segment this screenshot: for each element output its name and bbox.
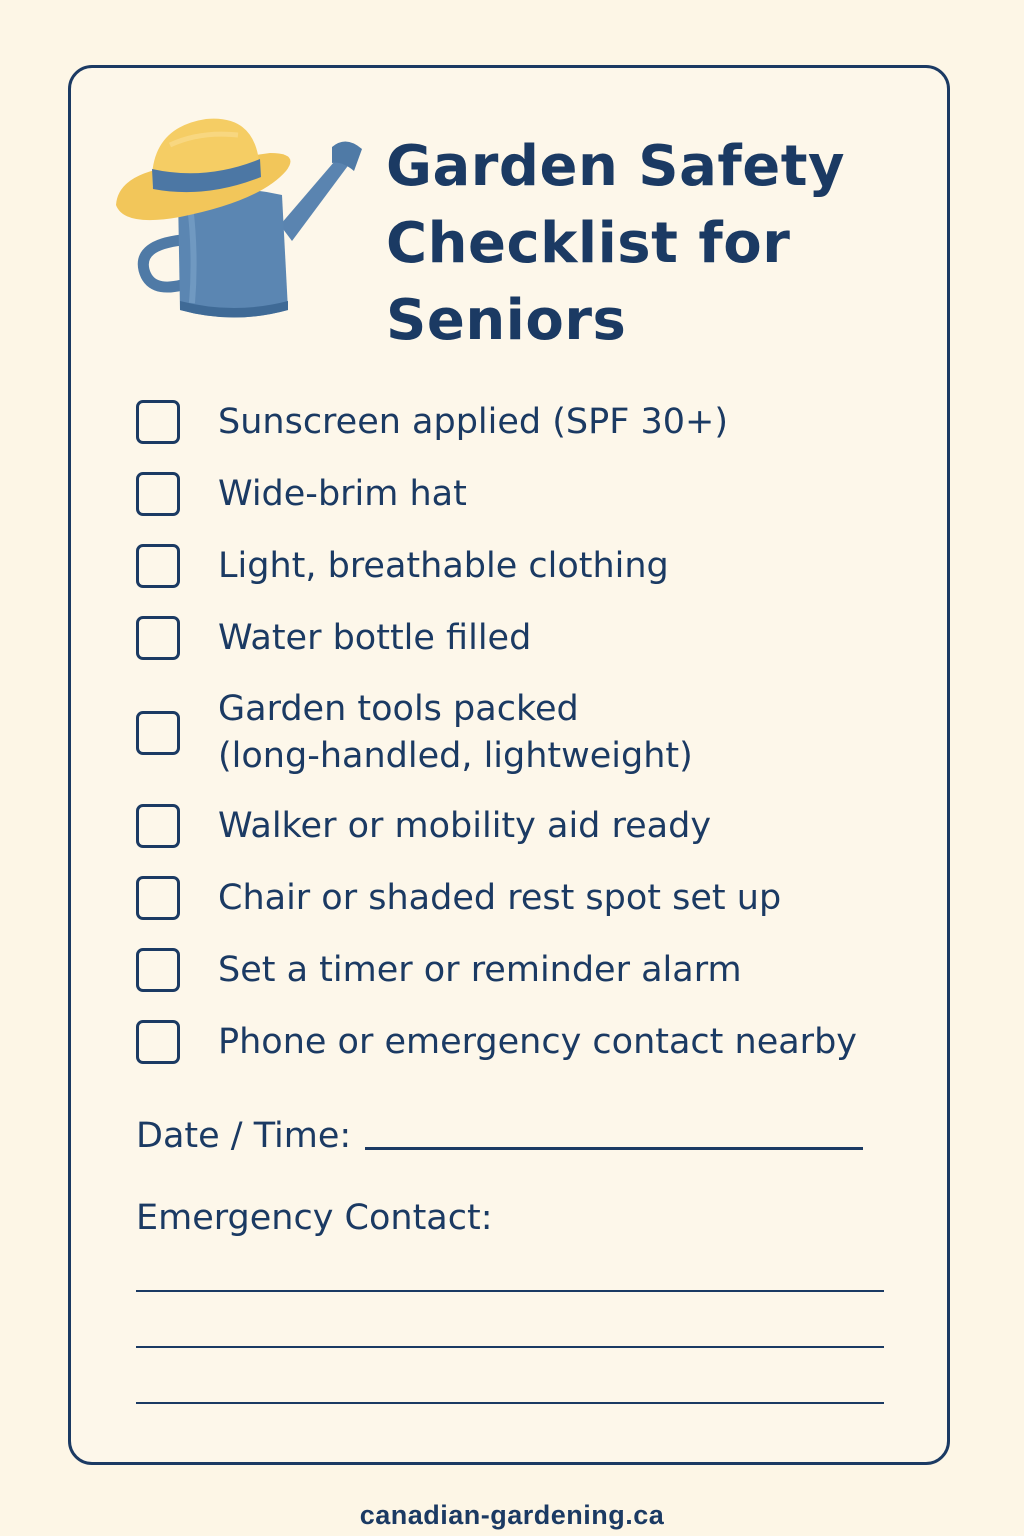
- list-item[interactable]: [136, 802, 936, 850]
- safety-checklist: [136, 398, 936, 1090]
- item-label: Garden tools packed (long-handled, lightweight): [218, 689, 693, 776]
- checkbox[interactable]: [136, 948, 180, 992]
- emergency-contact-input-line[interactable]: [136, 1290, 884, 1292]
- checkbox[interactable]: [136, 804, 180, 848]
- item-label: Light, breathable clothing: [218, 545, 669, 586]
- list-item[interactable]: [136, 614, 936, 662]
- checkbox[interactable]: [136, 616, 180, 660]
- page-title: Garden Safety Checklist for Seniors: [386, 134, 846, 353]
- date-time-input-line[interactable]: [365, 1147, 863, 1150]
- checkbox[interactable]: [136, 711, 180, 755]
- item-label: Set a timer or reminder alarm: [218, 949, 742, 990]
- list-item[interactable]: [136, 1018, 936, 1066]
- list-item[interactable]: [136, 398, 936, 446]
- checkbox[interactable]: [136, 1020, 180, 1064]
- item-label: Chair or shaded rest spot set up: [218, 877, 782, 918]
- item-label: Wide-brim hat: [218, 473, 467, 514]
- emergency-contact-input-line[interactable]: [136, 1402, 884, 1404]
- list-item[interactable]: [136, 470, 936, 518]
- emergency-contact-input-line[interactable]: [136, 1346, 884, 1348]
- checkbox[interactable]: [136, 876, 180, 920]
- list-item[interactable]: [136, 946, 936, 994]
- list-item[interactable]: [136, 874, 936, 922]
- emergency-contact-label: Emergency Contact:: [136, 1198, 493, 1238]
- item-label: Walker or mobility aid ready: [218, 805, 712, 846]
- item-label: Sunscreen applied (SPF 30+): [218, 401, 729, 442]
- website-footer: canadian-gardening.ca: [359, 1500, 665, 1530]
- date-time-field: [136, 1116, 863, 1156]
- item-label: Water bottle filled: [218, 617, 532, 658]
- checkbox[interactable]: [136, 400, 180, 444]
- hat-and-watering-can-illustration: [110, 105, 370, 335]
- list-item[interactable]: [136, 542, 936, 590]
- item-label: Phone or emergency contact nearby: [218, 1021, 858, 1062]
- list-item[interactable]: [136, 686, 936, 780]
- date-time-label: Date / Time:: [136, 1116, 352, 1156]
- checkbox[interactable]: [136, 544, 180, 588]
- checkbox[interactable]: [136, 472, 180, 516]
